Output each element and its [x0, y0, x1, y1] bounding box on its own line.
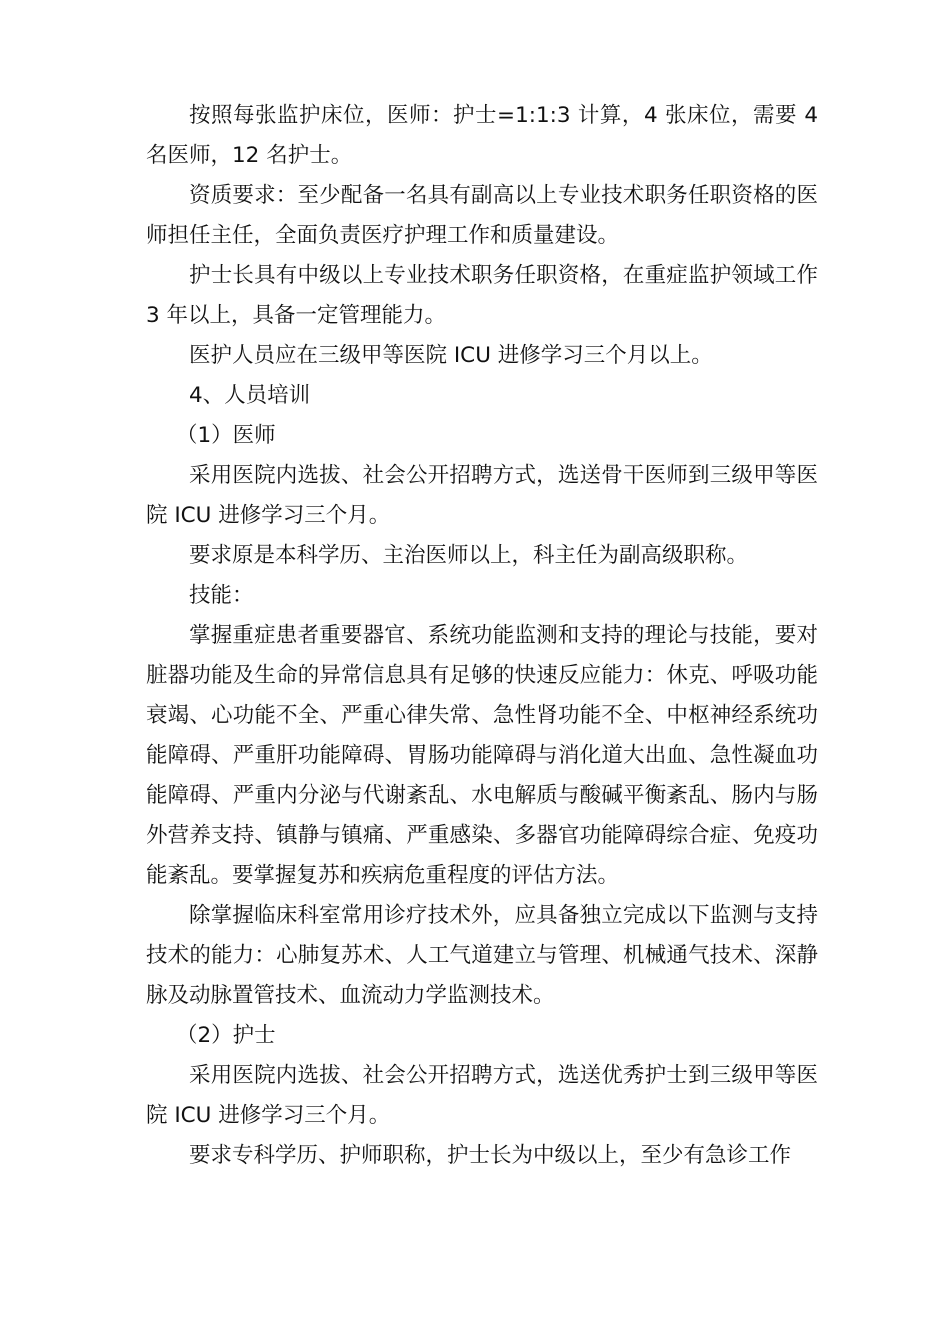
paragraph-head-nurse: 护士长具有中级以上专业技术职务任职资格，在重症监护领域工作 3 年以上，具备一定管理能力。: [146, 263, 818, 328]
section-heading-training: 4、人员培训: [189, 383, 311, 408]
paragraph-nurse-selection: 采用医院内选拔、社会公开招聘方式，选送优秀护士到三级甲等医院 ICU 进修学习三个月。: [146, 1063, 818, 1128]
subheading-physician: （1）医师: [176, 423, 276, 448]
paragraph-physician-requirement: 要求原是本科学历、主治医师以上，科主任为副高级职称。: [189, 543, 749, 568]
paragraph-skills-detail: 掌握重症患者重要器官、系统功能监测和支持的理论与技能，要对脏器功能及生命的异常信息具有足够的快速反应能力：休克、呼吸功能衰竭、心功能不全、严重心律失常、急性肾功能不全、中枢神经系统功能障碍、严重肝功能障碍、胃肠功能障碍与消化道大出血、急性凝血功能障碍、严重内分泌与代谢紊乱、水电解质与酸碱平衡紊乱、肠内与肠外营养支持、镇静与镇痛、严重感染、多器官功能障碍综合症、免疫功能紊乱。要掌握复苏和疾病危重程度的评估方法。: [146, 623, 818, 888]
subheading-nurse: （2）护士: [176, 1023, 276, 1048]
paragraph-qualification: 资质要求：至少配备一名具有副高以上专业技术职务任职资格的医师担任主任，全面负责医疗护理工作和质量建设。: [146, 183, 818, 248]
paragraph-staffing-ratio: 按照每张监护床位，医师：护士=1:1:3 计算，4 张床位，需要 4 名医师，12 名护士。: [146, 103, 818, 168]
paragraph-training-requirement: 医护人员应在三级甲等医院 ICU 进修学习三个月以上。: [189, 343, 713, 368]
document-page: [146, 96, 818, 1176]
paragraph-physician-selection: 采用医院内选拔、社会公开招聘方式，选送骨干医师到三级甲等医院 ICU 进修学习三个月。: [146, 463, 818, 528]
paragraph-techniques: 除掌握临床科室常用诊疗技术外，应具备独立完成以下监测与支持技术的能力：心肺复苏术、人工气道建立与管理、机械通气技术、深静脉及动脉置管技术、血流动力学监测技术。: [146, 903, 818, 1008]
paragraph-nurse-requirement: 要求专科学历、护师职称，护士长为中级以上，至少有急诊工作: [189, 1143, 792, 1168]
paragraph-skills-label: 技能：: [189, 583, 254, 608]
